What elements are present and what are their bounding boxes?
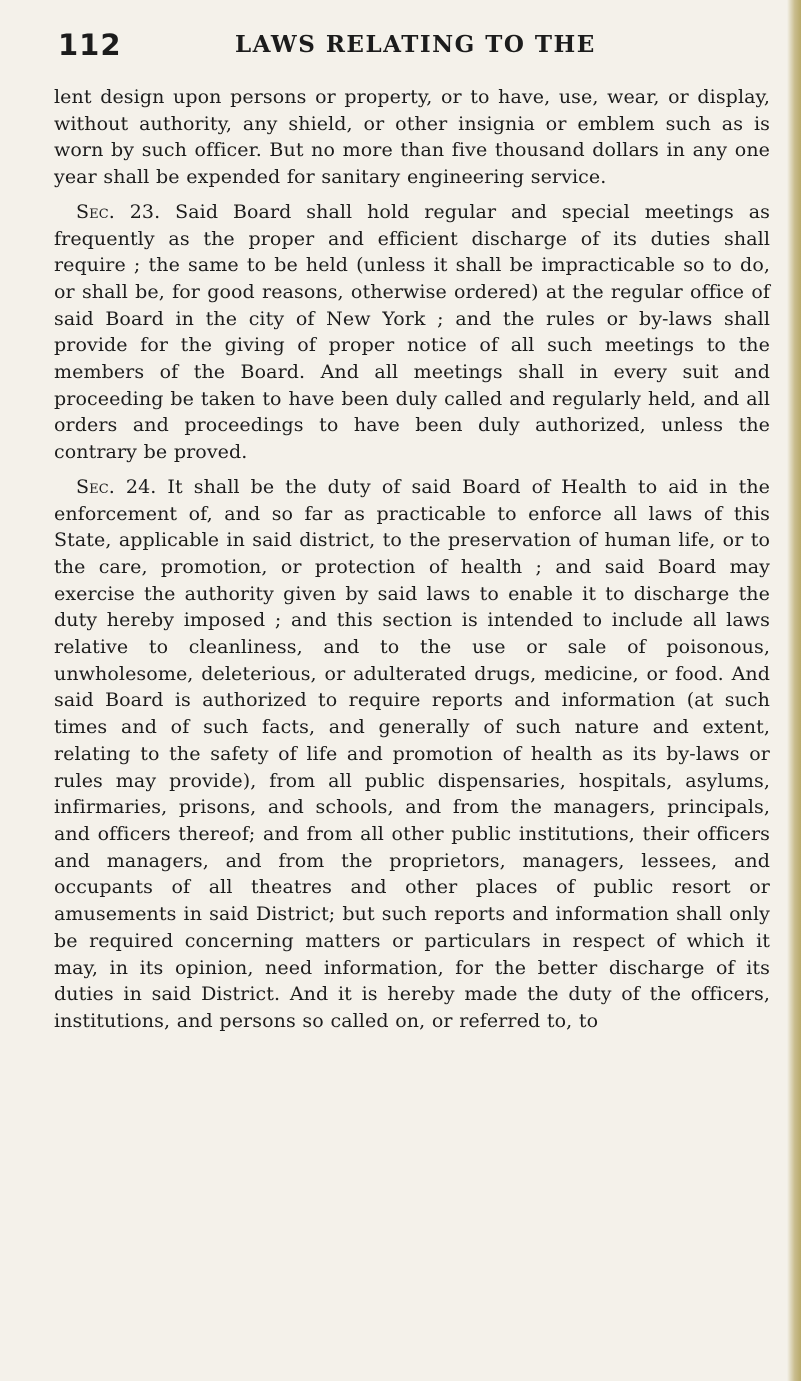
- paragraph-text: lent design upon persons or property, or to have, use, wear, or display, without authority, any shield, or other insignia or emblem such as is worn by such officer. But no more than five thousand dollars in any one year shall be expended for sanitary engineering service.: [54, 86, 770, 189]
- section-label: Sec. 24.: [76, 475, 157, 498]
- body-text: [54, 84, 770, 1035]
- running-head: LAWS RELATING TO THE: [235, 31, 596, 58]
- section-label: Sec. 23.: [76, 200, 161, 223]
- paragraph-text: Said Board shall hold regular and special meetings as frequently as the proper and efficient discharge of its duties shall require ; the same to be held (unless it shall be impracticable so to do, or shall be, for good reasons, otherwise ordered) at the regular office of said Board in the city of New York ; and the rules or by-laws shall provide for the giving of proper notice of all such meetings to the members of the Board. And all meetings shall in every suit and proceeding be taken to have been duly called and regularly held, and all orders and proceedings to have been duly authorized, unless the contrary be proved.: [54, 200, 770, 464]
- paragraph-section-24: [54, 474, 770, 1035]
- paragraph-continuation: [54, 84, 770, 191]
- paragraph-section-23: [54, 199, 770, 466]
- page-number: 112: [58, 28, 122, 62]
- page-header: [52, 28, 752, 68]
- page-edge-shadow: [787, 0, 801, 1381]
- paragraph-text: It shall be the duty of said Board of Health to aid in the enforcement of, and so far as practicable to enforce all laws of this State, applicable in said district, to the preservation of human life, or to the care, promotion, or protection of health ; and said Board may exercise the authority given by said laws to enable it to discharge the duty hereby imposed ; and this section is intended to include all laws relative to cleanliness, and to the use or sale of poisonous, unwholesome, deleterious, or adulterated drugs, medicine, or food. And said Board is authorized to require reports and information (at such times and of such facts, and generally of such nature and extent, relating to the safety of life and promotion of health as its by-laws or rules may provide), from all public dispensaries, hospitals, asylums, infirmaries, prisons, and schools, and from the managers, principals, and officers thereof; and from all other public institutions, their officers and managers, and from the proprietors, managers, lessees, and occupants of all theatres and other places of public resort or amusements in said District; but such reports and information shall only be required concerning matters or particulars in respect of which it may, in its opinion, need information, for the better discharge of its duties in said District. And it is hereby made the duty of the officers, institutions, and persons so called on, or referred to, to: [54, 475, 770, 1032]
